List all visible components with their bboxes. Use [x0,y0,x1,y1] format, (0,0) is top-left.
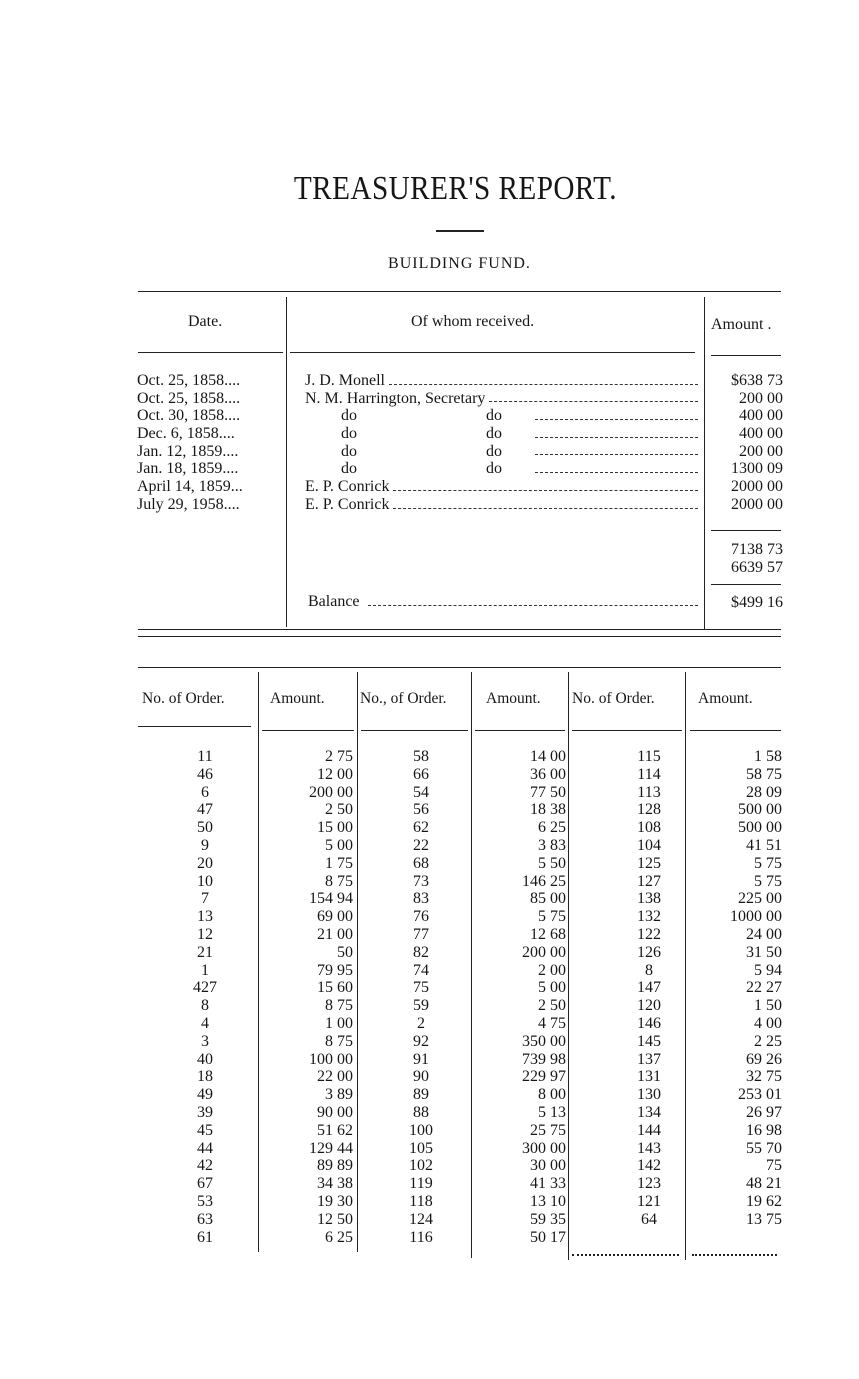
order-amount: 55 70 [746,1139,782,1157]
building-fund-top-rule [138,291,781,292]
order-number: 130 [637,1086,661,1104]
building-fund-dates [137,372,243,514]
entry-date: Jan. 18, 1859.... [137,460,239,478]
order-number: 44 [197,1139,213,1157]
entry-date: Oct. 25, 1858.... [137,389,241,407]
order-number: 40 [197,1050,213,1068]
order-number: 4 [201,1014,209,1032]
building-fund-bottom-rule-2 [138,636,781,637]
building-fund-bottom-rule-1 [138,629,781,630]
dot-leader [535,443,698,456]
entry-donor [305,496,698,514]
order-number: 102 [409,1157,433,1175]
order-amount: 229 97 [522,1068,566,1086]
order-amount: 1000 00 [730,908,782,926]
order-number: 50 [197,819,213,837]
order-amount: 5 13 [538,1103,566,1121]
donor-name: J. D. Monell [305,372,385,389]
order-amount: 15 60 [317,979,353,997]
received-header: Of whom received. [411,313,535,330]
order-number: 105 [409,1139,433,1157]
order-amount: 4 75 [538,1014,566,1032]
order-amount: 1 00 [325,1014,353,1032]
orders-divider-1 [258,672,259,1252]
date-header-rule [138,352,283,353]
entry-date: Oct. 30, 1858.... [137,407,241,425]
order-number: 6 [201,783,209,801]
orders-col-amount-3 [689,748,782,1229]
entry-date: July 29, 1958.... [137,495,240,513]
order-number: 21 [197,943,213,961]
order-number: 116 [409,1228,433,1246]
order-amount: 8 00 [538,1086,566,1104]
building-fund-donors [305,372,698,514]
order-number: 145 [637,1032,661,1050]
order-number: 49 [197,1086,213,1104]
orders-col-no-1 [170,748,240,1246]
order-amount: 77 50 [530,783,566,801]
dot-leader [535,425,698,438]
donor-ditto: do [486,425,502,443]
orders-header-no-3: No. of Order. [572,690,655,707]
order-number: 132 [637,908,661,926]
page-title: TREASURER'S REPORT. [293,170,617,207]
order-number: 146 [637,1014,661,1032]
balance-amount: $499 16 [731,594,783,611]
entry-date: Oct. 25, 1858.... [137,372,241,389]
order-number: 113 [637,783,661,801]
order-amount: 79 95 [317,961,353,979]
order-amount: 5 75 [754,854,782,872]
donor-ditto: do [486,442,502,460]
dot-leader [389,372,698,385]
orders-top-rule [138,667,781,668]
entry-date: Jan. 12, 1859.... [137,442,239,460]
order-number: 104 [637,836,661,854]
order-number: 138 [637,890,661,908]
order-amount: 21 00 [317,925,353,943]
orders-divider-4 [568,672,569,1260]
order-number: 45 [197,1121,213,1139]
order-amount: 50 [337,943,353,961]
order-amount: 8 75 [325,872,353,890]
order-amount: 100 00 [309,1050,353,1068]
order-number: 90 [413,1068,429,1086]
entry-donor [305,407,698,425]
order-amount: 350 00 [522,1032,566,1050]
order-number: 144 [637,1121,661,1139]
order-amount: 8 75 [325,1032,353,1050]
order-amount: 34 38 [317,1175,353,1193]
orders-divider-3 [471,672,472,1258]
order-number: 83 [413,890,429,908]
order-amount: 200 00 [522,943,566,961]
order-number: 1 [201,961,209,979]
orders-col-amount-1 [262,748,353,1246]
order-number: 13 [197,908,213,926]
entry-amount: $638 73 [731,372,783,389]
order-number: 53 [197,1192,213,1210]
order-amount: 5 00 [325,836,353,854]
order-number: 124 [409,1210,433,1228]
order-number: 82 [413,943,429,961]
order-number: 427 [193,979,217,997]
order-number: 91 [413,1050,429,1068]
entry-donor [305,443,698,461]
orders-header-amount-3: Amount. [698,690,753,707]
order-amount: 5 75 [538,908,566,926]
order-amount: 12 00 [317,765,353,783]
order-amount: 253 01 [738,1086,782,1104]
order-number: 64 [641,1210,657,1228]
entry-amount: 2000 00 [731,495,783,513]
donor-name: do [341,460,357,478]
order-number: 47 [197,801,213,819]
entry-donor [305,425,698,443]
dot-leader [535,460,698,473]
order-amount: 90 00 [317,1103,353,1121]
order-amount: 19 62 [746,1192,782,1210]
order-number: 143 [637,1139,661,1157]
order-amount: 28 09 [746,783,782,801]
donor-name: do [341,407,357,425]
order-amount: 50 17 [530,1228,566,1246]
order-amount: 8 75 [325,997,353,1015]
total-rule [711,530,781,531]
orders-col-amount-2 [475,748,566,1246]
order-amount: 69 00 [317,908,353,926]
order-number: 75 [413,979,429,997]
orders-header-rule-1 [138,726,251,727]
order-amount: 5 75 [754,872,782,890]
donor-name: E. P. Conrick [305,495,390,513]
order-number: 8 [645,961,653,979]
balance-row [308,593,698,611]
order-amount: 14 00 [530,748,566,765]
order-amount: 6 25 [538,819,566,837]
orders-header-rule-2 [262,730,354,731]
expended-amount: 6639 57 [731,559,783,576]
order-number: 74 [413,961,429,979]
order-amount: 2 75 [325,748,353,765]
order-amount: 22 27 [746,979,782,997]
order-amount: 16 98 [746,1121,782,1139]
order-number: 123 [637,1175,661,1193]
order-amount: 41 51 [746,836,782,854]
order-amount: 129 44 [309,1139,353,1157]
order-number: 58 [413,748,429,765]
donor-name: N. M. Harrington, Secretary [305,389,486,407]
order-number: 115 [637,748,661,765]
order-amount: 13 75 [746,1210,782,1228]
entry-amount: 2000 00 [731,478,783,496]
order-number: 12 [197,925,213,943]
order-number: 88 [413,1103,429,1121]
order-amount: 22 00 [317,1068,353,1086]
donor-ditto: do [486,407,502,425]
order-amount: 1 58 [754,748,782,765]
order-number: 118 [409,1192,433,1210]
order-amount: 1 50 [754,997,782,1015]
order-number: 46 [197,765,213,783]
order-number: 68 [413,854,429,872]
order-amount: 154 94 [309,890,353,908]
order-amount: 6 25 [325,1228,353,1246]
order-number: 10 [197,872,213,890]
order-number: 114 [637,765,661,783]
order-amount: 51 62 [317,1121,353,1139]
donor-ditto: do [486,460,502,478]
orders-header-no-1: No. of Order. [142,690,225,707]
order-number: 108 [637,819,661,837]
dot-leader [489,390,698,403]
orders-header-rule-5 [572,730,682,731]
order-number: 92 [413,1032,429,1050]
order-amount: 2 50 [325,801,353,819]
order-amount: 4 00 [754,1014,782,1032]
order-amount: 85 00 [530,890,566,908]
order-number: 122 [637,925,661,943]
entry-donor [305,460,698,478]
order-number: 54 [413,783,429,801]
entry-amount: 1300 09 [731,460,783,478]
order-number: 120 [637,997,661,1015]
order-amount: 500 00 [738,801,782,819]
total-amount: 7138 73 [731,541,783,558]
entry-amount: 200 00 [739,442,783,460]
order-number: 131 [637,1068,661,1086]
order-number: 125 [637,854,661,872]
order-amount: 3 89 [325,1086,353,1104]
order-amount: 30 00 [530,1157,566,1175]
balance-rule [711,584,781,585]
order-number: 20 [197,854,213,872]
donor-name: E. P. Conrick [305,478,390,496]
entry-date: Dec. 6, 1858.... [137,425,235,443]
orders-divider-2 [357,672,358,1252]
orders-header-no-2: No., of Order. [360,690,447,707]
order-number: 77 [413,925,429,943]
orders-divider-5 [685,672,686,1260]
orders-col-no-3 [614,748,684,1229]
order-amount: 26 97 [746,1103,782,1121]
orders-header-amount-1: Amount. [270,690,325,707]
order-amount: 48 21 [746,1175,782,1193]
order-number: 134 [637,1103,661,1121]
order-amount: 25 75 [530,1121,566,1139]
entry-donor [305,478,698,496]
order-number: 11 [197,748,213,765]
order-number: 3 [201,1032,209,1050]
order-amount: 2 00 [538,961,566,979]
orders-header-rule-3 [361,730,468,731]
order-number: 18 [197,1068,213,1086]
entry-donor [305,372,698,390]
dot-leader [393,478,698,491]
order-number: 56 [413,801,429,819]
order-amount: 75 [766,1157,782,1175]
order-number: 7 [201,890,209,908]
order-number: 8 [201,997,209,1015]
dot-leader [535,407,698,420]
order-amount: 31 50 [746,943,782,961]
order-amount: 89 89 [317,1157,353,1175]
order-amount: 13 10 [530,1192,566,1210]
order-number: 89 [413,1086,429,1104]
amount-header-rule [711,355,781,356]
order-amount: 1 75 [325,854,353,872]
received-header-rule [290,352,695,353]
order-amount: 739 98 [522,1050,566,1068]
dot-leader [393,496,698,509]
order-number: 127 [637,872,661,890]
order-number: 142 [637,1157,661,1175]
order-amount: 69 26 [746,1050,782,1068]
order-amount: 12 50 [317,1210,353,1228]
order-amount: 2 50 [538,997,566,1015]
order-number: 39 [197,1103,213,1121]
order-number: 128 [637,801,661,819]
entry-date: April 14, 1859... [137,478,243,496]
empty-order-leader [572,1242,679,1256]
title-divider [436,230,484,232]
order-number: 121 [637,1192,661,1210]
balance-label: Balance [308,593,360,610]
order-amount: 12 68 [530,925,566,943]
building-fund-divider-2 [704,297,705,629]
order-number: 2 [417,1014,425,1032]
order-amount: 59 35 [530,1210,566,1228]
order-number: 119 [409,1175,433,1193]
order-amount: 58 75 [746,765,782,783]
order-number: 147 [637,979,661,997]
order-number: 9 [201,836,209,854]
order-number: 137 [637,1050,661,1068]
donor-name: do [341,442,357,460]
date-header: Date. [188,313,223,330]
order-amount: 200 00 [309,783,353,801]
order-number: 61 [197,1228,213,1246]
order-number: 63 [197,1210,213,1228]
entry-amount: 400 00 [739,407,783,425]
entry-amount: 400 00 [739,425,783,443]
order-number: 73 [413,872,429,890]
order-number: 67 [197,1175,213,1193]
orders-header-amount-2: Amount. [486,690,541,707]
empty-amount-leader [692,1242,777,1256]
building-fund-amounts [706,372,783,514]
donor-name: do [341,425,357,443]
entry-amount: 200 00 [739,389,783,407]
order-amount: 146 25 [522,872,566,890]
orders-header-rule-4 [475,730,565,731]
section-title: BUILDING FUND. [388,255,531,272]
order-number: 22 [413,836,429,854]
order-amount: 225 00 [738,890,782,908]
order-amount: 36 00 [530,765,566,783]
order-amount: 3 83 [538,836,566,854]
order-amount: 2 25 [754,1032,782,1050]
balance-leader [368,593,698,606]
order-number: 100 [409,1121,433,1139]
order-amount: 15 00 [317,819,353,837]
order-number: 126 [637,943,661,961]
entry-donor [305,390,698,408]
orders-col-no-2 [386,748,456,1246]
order-amount: 5 00 [538,979,566,997]
order-number: 62 [413,819,429,837]
order-amount: 300 00 [522,1139,566,1157]
order-amount: 18 38 [530,801,566,819]
order-number: 66 [413,765,429,783]
order-amount: 500 00 [738,819,782,837]
order-number: 42 [197,1157,213,1175]
orders-header-rule-6 [690,730,781,731]
order-amount: 32 75 [746,1068,782,1086]
order-amount: 5 50 [538,854,566,872]
order-amount: 5 94 [754,961,782,979]
order-amount: 24 00 [746,925,782,943]
order-amount: 19 30 [317,1192,353,1210]
building-fund-divider-1 [286,297,287,627]
order-number: 59 [413,997,429,1015]
amount-header: Amount . [711,316,772,333]
order-number: 76 [413,908,429,926]
order-amount: 41 33 [530,1175,566,1193]
